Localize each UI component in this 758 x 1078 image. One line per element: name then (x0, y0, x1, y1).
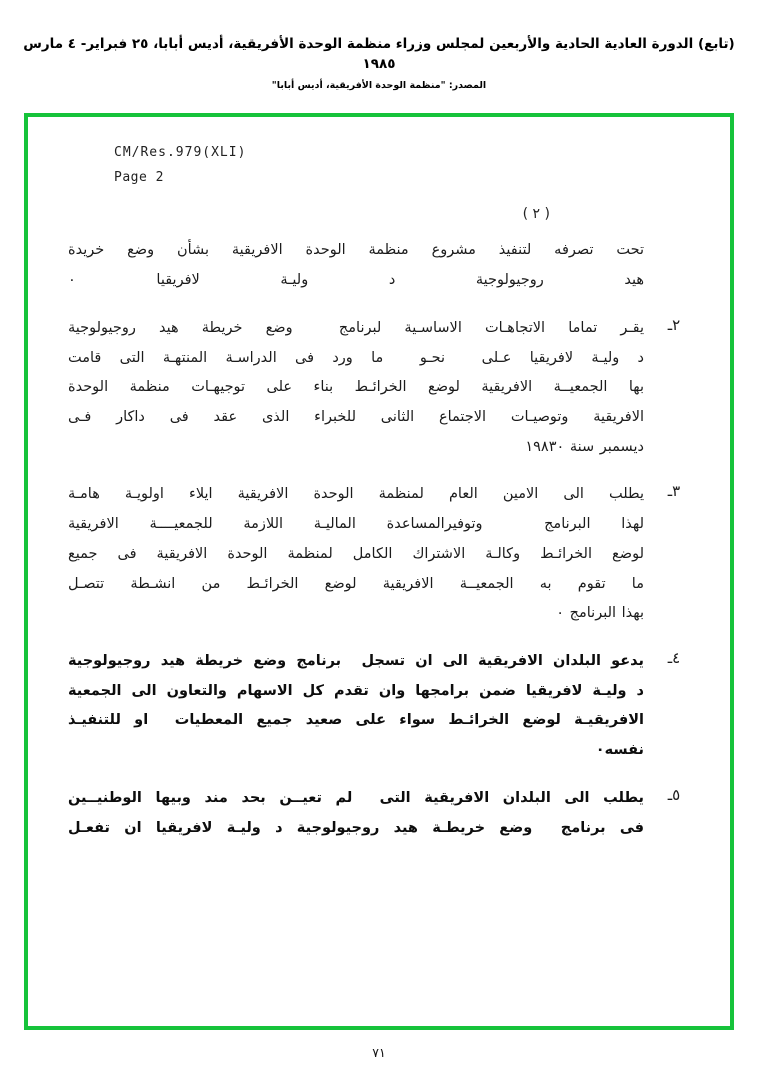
lead-paragraph (62, 236, 696, 295)
section-number: ( ٢ ) (522, 206, 550, 223)
running-header (0, 34, 758, 91)
text-line: ما تقوم به الجمعيــة الافريقية لوضع الخرائـط من انشـطة تتصـل (68, 575, 644, 592)
text-line: يدعو البلدان الافريقية الى ان تسجل برنامج وضع خريطة هيد روجيولوجية (68, 653, 644, 669)
source-note: المصدر: "منظمة الوحدة الأفريقية، أديس أبابا" (271, 79, 487, 91)
text-line: لهذا البرنامج وتوفيرالمساعدة الماليـة اللازمة للجمعيــــة الافريقية (68, 516, 644, 533)
text-line: تحت تصرفه لتنفيذ مشروع منظمة الوحدة الافريقية بشأن وضع خريدة (68, 242, 644, 259)
clause-marker: ٥ـ (667, 785, 681, 804)
document-page-label: Page 2 (114, 169, 164, 185)
page-folio: ٧١ (372, 1045, 386, 1060)
clause-body (68, 480, 644, 629)
scanned-page-content (28, 117, 730, 1026)
lead-paragraph-body (68, 236, 644, 295)
clause-list (62, 236, 696, 843)
document-reference-block (114, 141, 696, 190)
clause-marker: ٢ـ (667, 315, 681, 334)
clause-item (62, 647, 696, 766)
scanned-page-frame (24, 113, 734, 1030)
text-line: بهذا البرنامج ٠ (556, 605, 644, 622)
text-line: نفسه٠ (595, 742, 644, 759)
clause-marker: ٤ـ (667, 649, 681, 667)
text-line: د وليـة لافريقيا ضمن برامجها وان تقدم كل الاسهام والتعاون الى الجمعية (68, 682, 644, 699)
clause-marker: ٣ـ (667, 482, 681, 501)
clause-item (62, 784, 696, 843)
clause-body (68, 784, 644, 843)
text-line: بها الجمعيــة الافريقية لوضع الخرائـط بناء على توجيهـات منظمة الوحدة (68, 379, 644, 396)
text-line: الافريقيـة لوضع الخرائـط سواء على صعيد جميع المعطيات او للتنفيـذ (68, 712, 644, 729)
text-line: فى برنامج وضع خريطـة هيد روجيولوجية د وليـة لافريقيا ان تفعـل (68, 819, 644, 836)
document-reference: CM/Res.979(XLI) (114, 145, 247, 160)
clause-item (62, 480, 696, 629)
clause-item (62, 314, 696, 463)
running-title: (تابع) الدورة العادية الحادية والأربعين لمجلس وزراء منظمة الوحدة الأفريقية، أديس أبابا، ٢٥ فبراير- ٤ مارس ١٩٨٥ (23, 36, 735, 73)
text-line: ديسمبر سنة ١٩٨٣٠ (525, 438, 644, 455)
text-line: لوضع الخرائـط وكالـة الاشتراك الكامل لمنظمة الوحدة الافريقية فى جميع (68, 545, 644, 562)
text-line: يطلب الى الامين العام لمنظمة الوحدة الافريقية ايلاء اولويـة هامـة (68, 486, 644, 503)
clause-body (68, 314, 644, 463)
text-line: يقـر تماما الاتجاهـات الاساسـية لبرنامج وضع خريطة هيد روجيولوجية (68, 319, 644, 336)
text-line: يطلب الى البلدان الافريقية التى لم تعيــن بحد مند وبيها الوطنيــين (68, 789, 644, 806)
text-line: د وليـة لافريقيا عـلى نحـو ما ورد فى الدراسـة المنتهـة التى قامت (68, 349, 644, 366)
text-line: الافريقية وتوصيـات الاجتماع الثانى للخبراء الذى عقد فى داكار فـى (68, 408, 644, 425)
text-line: هيد روجيولوجية د وليـة لافريقيا ٠ (68, 272, 644, 289)
clause-body (68, 647, 644, 766)
